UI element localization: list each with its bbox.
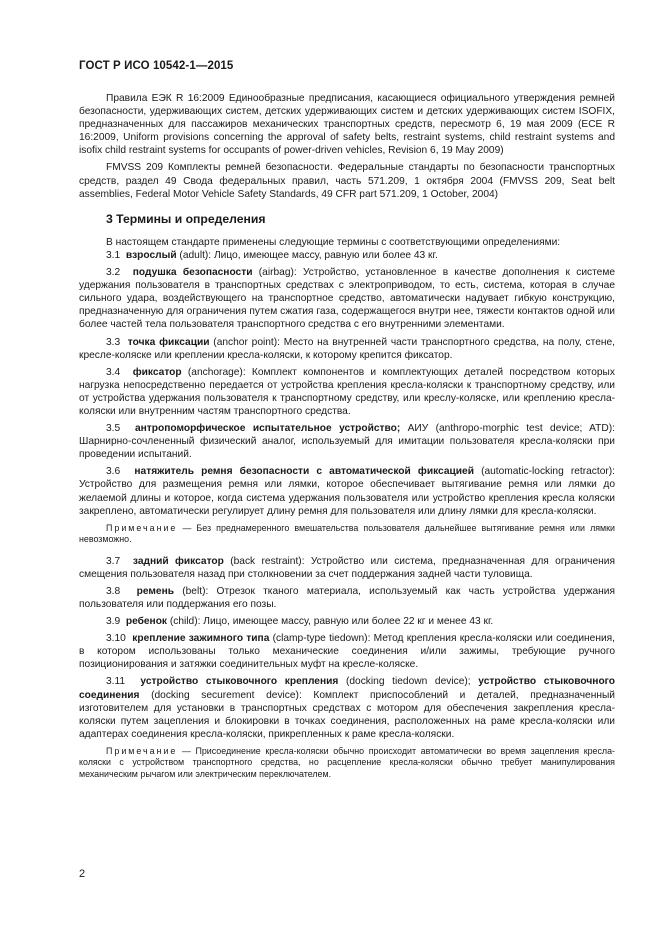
reference-ece-r16: Правила ЕЭК R 16:2009 Единообразные предписания, касающиеся официального утверждения ремней безопасности, удерживающих систем, детских удерживающих систем и детских удерживающих систем ISOFIX, предназначенных для пассажиров механических транспортных средств, пересмотр 6, 19 мая 2009 (ECE R 16:2009, Uniform provisions concerning the approval of safety belts, restraint systems, child restraint systems and isofix child restraint systems for occupants of power-driven vehicles, Revision 6, 19 May 2009) xyxy=(79,93,615,157)
note-label: Примечание xyxy=(106,745,178,756)
term-name: ремень xyxy=(136,585,175,597)
section-title: 3 Термины и определения xyxy=(106,211,266,226)
note-3-6: Примечание — Без преднамеренного вмешательства пользователя дальнейшее вытягивание ремня или лямки невозможно. xyxy=(79,522,615,545)
term-3-6: 3.6 натяжитель ремня безопасности с автоматической фиксацией (automatic-locking retractor): Устройство для размещения ремня или лямки, которое обеспечивает вытягивание ремня или лямки до желаемой длины и которое, когда система удержания пользователя или устройство крепления кресла коляски закреплено, автоматически регулирует длину ремня для пользователя или длину лямки для кресла-коляски. xyxy=(79,466,615,517)
term-name: крепление зажимного типа xyxy=(132,633,270,645)
term-3-5: 3.5 антропоморфическое испытательное устройство; АИУ (anthropo-morphic test device; ATD): Шарнирно-сочлененный физический аналог, используемый для имитации пользователя кресла-коляски при проведении испытаний. xyxy=(79,423,615,461)
term-name: ребенок xyxy=(125,616,168,628)
term-name: антропоморфическое испытательное устройство; xyxy=(134,423,401,435)
term-3-11: 3.11 устройство стыковочного крепления (docking tiedown device); устройство стыковочного соединения (docking securement device): Комплект приспособлений и деталей, предназначенный изготовителем для установки в транспортных средствах с мотором для обеспечения закрепления кресла-коляски путем зацепления и блокировки в точках соединения, расположенных на раме кресла-коляски или адаптерах соединения кресла-коляски, прикрепленных к раме кресла-коляски. xyxy=(79,676,615,740)
note-3-11: Примечание — Присоединение кресла-коляски обычно происходит автоматически во время зацепления кресла-коляски с устройством транспортного средства, но расцепление кресла-коляски обычно требует манипулирования механическим рычагом или электрическим переключателем. xyxy=(79,745,615,779)
term-name-alt: устройство стыковочного соединения xyxy=(79,676,615,701)
term-3-10: 3.10 крепление зажимного типа (clamp-type tiedown): Метод крепления кресла-коляски или соединения, в котором использованы только механические соединения и/или зажимы, требующие ручного позиционирования и затяжки соединительных муфт на кресле-коляске. xyxy=(79,633,615,671)
term-name: фиксатор xyxy=(132,366,182,378)
term-name: подушка безопасности xyxy=(132,267,253,279)
reference-fmvss-209: FMVSS 209 Комплекты ремней безопасности. Федеральные стандарты по безопасности транспортных средств, раздел 49 Свода федеральных правил, часть 571.209, 1 октября 2004 (FMVSS 209, Seat belt assemblies, Federal Motor Vehicle Safety Standards, 49 CFR part 571.209, 1 October, 2004) xyxy=(79,162,615,200)
document-header: ГОСТ Р ИСО 10542-1—2015 xyxy=(79,60,234,72)
term-name: натяжитель ремня безопасности с автоматической фиксацией xyxy=(134,466,474,478)
term-name: точка фиксации xyxy=(127,336,210,348)
term-3-1: 3.1 взрослый (adult): Лицо, имеющее массу, равную или более 43 кг. xyxy=(106,249,438,261)
term-name: задний фиксатор xyxy=(132,555,224,567)
term-3-8: 3.8 ремень (belt): Отрезок тканого материала, используемый как часть устройства удержания пользователя или поддержания его позы. xyxy=(79,585,615,610)
term-3-4: 3.4 фиксатор (anchorage): Комплект компонентов и комплектующих деталей посредством которых нагрузка непосредственно передается от устройства крепления кресла-коляски к транспортному средству, или от устройства удержания пользователя к транспортному средству, или креслу-коляске, или креплению кресла-коляски или внутренним частям транспортного средства. xyxy=(79,366,615,417)
term-3-2: 3.2 подушка безопасности (airbag): Устройство, установленное в качестве дополнения к системе удержания пользователя в транспортных средствах с электроприводом, то есть, система, которая в случае сильного удара, воздействующего на транспортное средство, автоматически надувает гибкую конструкцию, предназначенную для ограничения путем сжатия газа, содержащегося внутри нее, тяжести контактов одной или более частей тела пользователя транспортного средства с его внутренними элементами. xyxy=(79,267,615,331)
note-label: Примечание xyxy=(106,522,178,533)
term-3-9: 3.9 ребенок (child): Лицо, имеющее массу, равную или более 22 кг и менее 43 кг. xyxy=(106,616,494,628)
page-number: 2 xyxy=(79,868,86,880)
term-name: взрослый xyxy=(125,249,177,261)
term-name: устройство стыковочного крепления xyxy=(140,676,339,688)
section-intro: В настоящем стандарте применены следующие термины с соответствующими определениями: xyxy=(106,236,561,248)
page-content xyxy=(79,92,615,789)
term-3-7: 3.7 задний фиксатор (back restraint): Устройство или система, предназначенная для ограничения смещения пользователя назад при столкновении за счет поддержания задней части туловища. xyxy=(79,555,615,580)
term-3-3: 3.3 точка фиксации (anchor point): Место на внутренней части транспортного средства, на полу, стене, кресле-коляске или креплении кресла-коляски, к которому крепится фиксатор. xyxy=(79,336,615,361)
